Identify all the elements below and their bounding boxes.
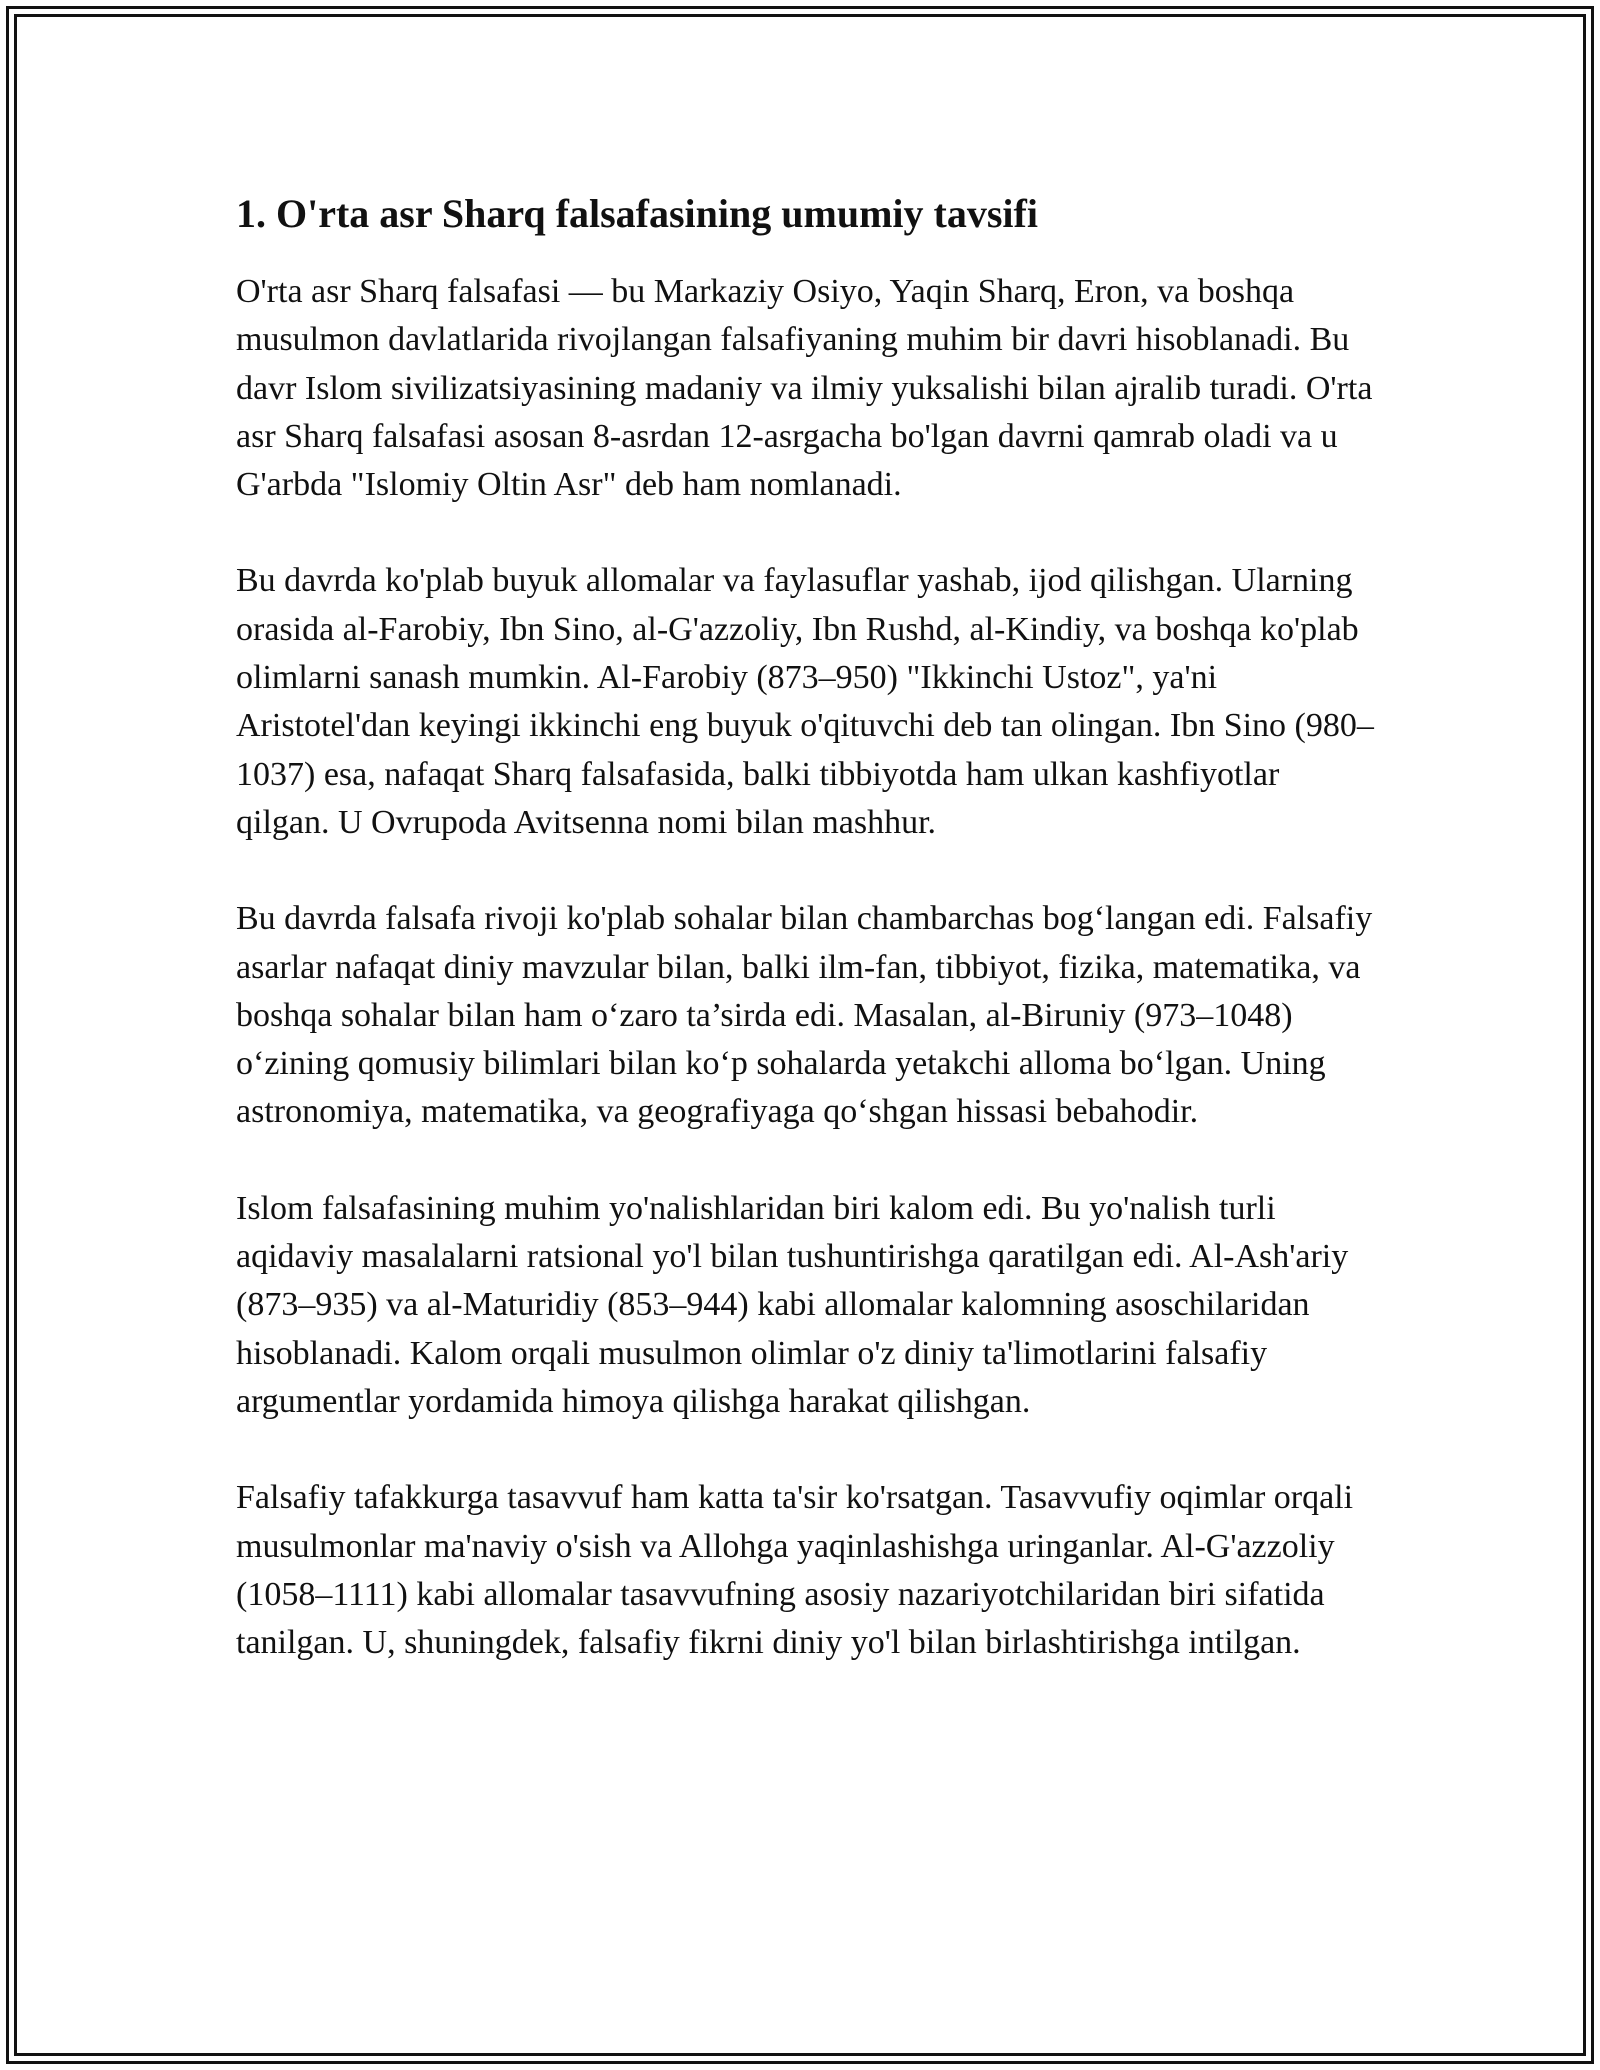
paragraph-5: Falsafiy tafakkurga tasavvuf ham katta ta'sir ko'rsatgan. Tasavvufiy oqimlar orqali musulmonlar ma'naviy o'sish va Allohga yaqinlashishga uringanlar. Al-G'azzoliy (1058–1111) kabi allomalar tasavvufning asosiy nazariyotchilaridan biri sifatida tanilgan. U, shuningdek, falsafiy fikrni diniy yo'l bilan birlashtirishga intilgan.: [236, 1479, 1354, 1662]
section-heading: 1. O'rta asr Sharq falsafasining umumiy tavsifi: [236, 191, 1038, 236]
paragraph-3: Bu davrda falsafa rivoji ko'plab sohalar bilan chambarchas bog‘langan edi. Falsafiy asarlar nafaqat diniy mavzular bilan, balki ilm-fan, tibbiyot, fizika, matematika, va boshqa sohalar bilan ham o‘zaro ta’sirda edi. Masalan, al-Biruniy (973–1048) o‘zining qomusiy bilimlari bilan ko‘p sohalarda yetakchi alloma bo‘lgan. Uning astronomiya, matematika, va geografiyaga qo‘shgan hissasi bebahodir.: [236, 900, 1373, 1131]
paragraph-2: Bu davrda ko'plab buyuk allomalar va faylasuflar yashab, ijod qilishgan. Ularning orasida al-Farobiy, Ibn Sino, al-G'azzoliy, Ibn Rushd, al-Kindiy, va boshqa ko'plab olimlarni sanash mumkin. Al-Farobiy (873–950) "Ikkinchi Ustoz", ya'ni Aristotel'dan keyingi ikkinchi eng buyuk o'qituvchi deb tan olingan. Ibn Sino (980–1037) esa, nafaqat Sharq falsafasida, balki tibbiyotda ham ulkan kashfiyotlar qilgan. U Ovrupoda Avitsenna nomi bilan mashhur.: [236, 562, 1374, 841]
document-body: [236, 186, 1376, 1715]
paragraph-1: O'rta asr Sharq falsafasi — bu Markaziy Osiyo, Yaqin Sharq, Eron, va boshqa musulmon davlatlarida rivojlangan falsafiyaning muhim bir davri hisoblanadi. Bu davr Islom sivilizatsiyasining madaniy va ilmiy yuksalishi bilan ajralib turadi. O'rta asr Sharq falsafasi asosan 8-asrdan 12-asrgacha bo'lgan davrni qamrab oladi va u G'arbda "Islomiy Oltin Asr" deb ham nomlanadi.: [236, 273, 1373, 504]
paragraph-4: Islom falsafasining muhim yo'nalishlaridan biri kalom edi. Bu yo'nalish turli aqidaviy masalalarni ratsional yo'l bilan tushuntirishga qaratilgan edi. Al-Ash'ariy (873–935) va al-Maturidiy (853–944) kabi allomalar kalomning asoschilaridan hisoblanadi. Kalom orqali musulmon olimlar o'z diniy ta'limotlarini falsafiy argumentlar yordamida himoya qilishga harakat qilishgan.: [236, 1189, 1349, 1420]
